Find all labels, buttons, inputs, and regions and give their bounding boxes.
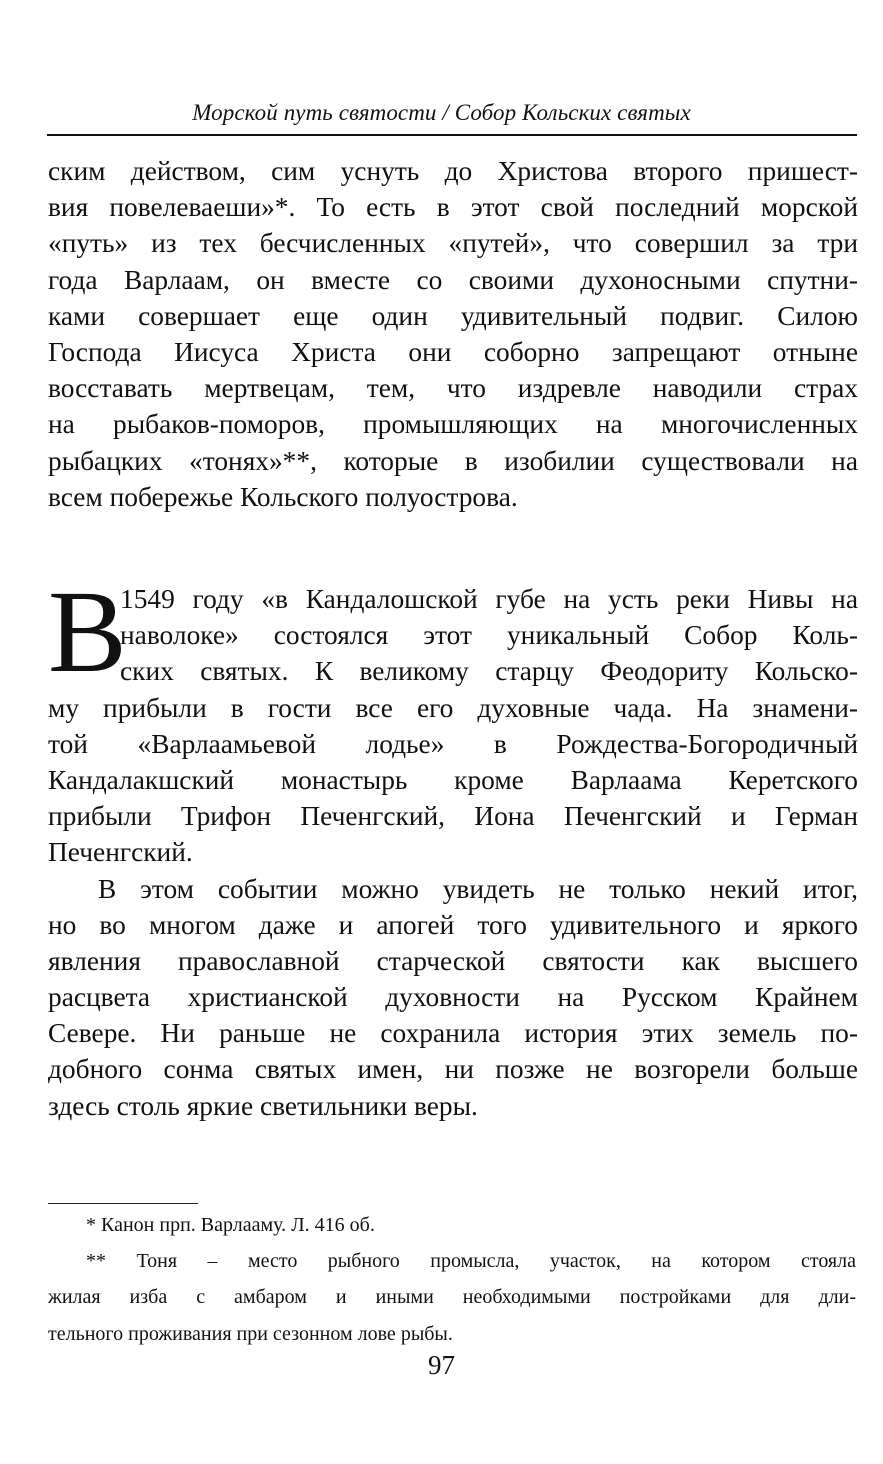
text-line: Севере. Ни раньше не сохранила история этих земель по- — [48, 1018, 858, 1049]
text-line: на рыбаков-поморов, промышляющих на многочисленных — [48, 409, 858, 440]
text-line: ских святых. К великому старцу Феодориту Кольско- — [120, 656, 858, 687]
text-line: восставать мертвецам, тем, что издревле наводили страх — [48, 373, 858, 404]
text-line: года Варлаам, он вместе со своими духоносными спутни- — [48, 264, 858, 295]
footnote-2-line: тельного проживания при сезонном лове рыбы. — [48, 1322, 453, 1345]
text-line: В этом событии можно увидеть не только некий итог, — [98, 873, 858, 904]
paragraph-2 — [48, 566, 858, 1124]
paragraph-1 — [48, 153, 858, 515]
text-line: но во многом даже и апогей того удивительного и яркого — [48, 909, 858, 940]
text-line: ками совершает еще один удивительный подвиг. Силою — [48, 300, 858, 331]
footnote-2-line: ** Тоня – место рыбного промысла, участок, на котором стояла — [86, 1250, 856, 1273]
text-line: Печенгский. — [48, 837, 193, 868]
text-line: рыбацких «тонях»**, которые в изобилии существовали на — [48, 445, 858, 476]
footnote-1: * Канон прп. Варлааму. Л. 416 об. — [86, 1214, 375, 1236]
text-line: 1549 году «в Кандалошской губе на усть реки Нивы на — [120, 584, 858, 614]
footnote-2-line: жилая изба с амбаром и иными необходимыми постройками для дли- — [48, 1286, 856, 1309]
text-line: прибыли Трифон Печенгский, Иона Печенгский и Герман — [48, 801, 858, 832]
footnotes — [48, 1211, 856, 1356]
footnote-separator — [48, 1203, 198, 1204]
text-line: здесь столь яркие светильники веры. — [48, 1090, 478, 1121]
text-line: той «Варлаамьевой лодье» в Рождества-Богородичный — [48, 728, 858, 759]
text-line: ским действом, сим уснуть до Христова второго пришест- — [48, 156, 858, 186]
text-line: явления православной старческой святости как высшего — [48, 945, 858, 976]
text-line: расцвета христианской духовности на Русском Крайнем — [48, 982, 858, 1013]
text-line: Господа Иисуса Христа они соборно запрещают отныне — [48, 336, 858, 367]
text-line: му прибыли в гости все его духовные чада. На знамени- — [48, 692, 858, 723]
header-rule — [47, 134, 857, 136]
text-line: добного сонма святых имен, ни позже не возгорели больше — [48, 1054, 858, 1085]
text-line: наволоке» состоялся этот уникальный Собор Коль- — [120, 620, 858, 651]
text-line: Кандалакшский монастырь кроме Варлаама Керетского — [48, 764, 858, 795]
page-number: 97 — [428, 1350, 455, 1380]
running-head-title: Морской путь святости / Собор Кольских святых — [192, 100, 691, 125]
text-line: «путь» из тех бесчисленных «путей», что совершил за три — [48, 228, 858, 259]
text-line: вия повелеваеши»*. То есть в этот свой последний морской — [48, 192, 858, 223]
text-line: всем побережье Кольского полуострова. — [48, 481, 518, 512]
drop-cap-letter: В — [48, 566, 127, 697]
